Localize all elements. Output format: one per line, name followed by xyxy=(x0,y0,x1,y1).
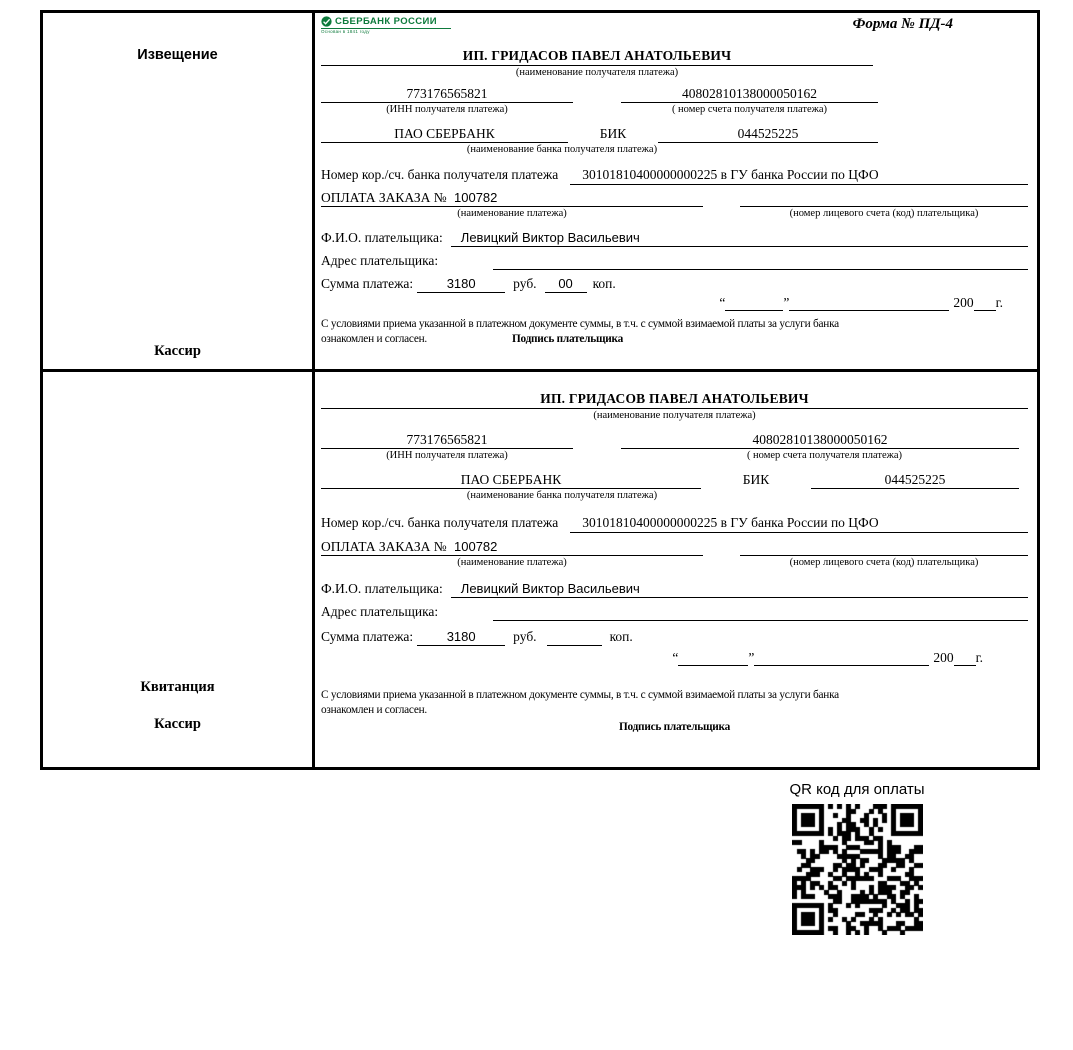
date-line xyxy=(321,295,1003,311)
bank-name-caption: (наименование банка получателя платежа) xyxy=(466,144,658,155)
slip-receipt xyxy=(40,369,1040,770)
personal-account-caption-2: (номер лицевого счета (код) плательщика) xyxy=(789,557,979,568)
payer-address-line-2 xyxy=(493,603,1028,621)
payment-name-caption: (наименование платежа) xyxy=(457,208,567,219)
payer-address-label: Адрес плательщика: xyxy=(321,253,439,268)
sum-rub-value-2: 3180 xyxy=(417,628,505,646)
quote-open: “ xyxy=(719,295,726,310)
notice-label: Извещение xyxy=(137,47,218,63)
corr-account-value: 30101810400000000225 в ГУ банка России по ЦФО xyxy=(570,165,1028,185)
payer-address-line xyxy=(493,252,1028,270)
receipt-form-column xyxy=(315,372,1037,767)
slip-notice xyxy=(40,10,1040,372)
bik-value-2: 044525225 xyxy=(811,471,1019,489)
recipient-account-value-2: 40802810138000050162 xyxy=(621,431,1019,449)
year-suffix: г. xyxy=(995,295,1003,310)
bik-label-2: БИК xyxy=(742,472,770,487)
corr-account-label: Номер кор./сч. банка получателя платежа xyxy=(321,167,559,182)
agreement-text: С условиями приема указанной в платежном документе суммы, в т.ч. с суммой взимаемой платы за услуги банка ознакомлен и согласен. Подпись плательщика xyxy=(321,318,839,345)
rub-label: руб. xyxy=(513,276,537,291)
agreement-text-2: С условиями приема указанной в платежном документе суммы, в т.ч. с суммой взимаемой платы за услуги банка ознакомлен и согласен. Подпись плательщика xyxy=(321,688,1028,735)
form-number-label: Форма № ПД-4 xyxy=(852,16,953,32)
recipient-name-2: ИП. ГРИДАСОВ ПАВЕЛ АНАТОЛЬЕВИЧ xyxy=(321,389,1028,409)
recipient-name-caption: (наименование получателя платежа) xyxy=(515,67,679,78)
signature-label-2: Подпись плательщика xyxy=(618,721,730,733)
payment-name-label: ОПЛАТА ЗАКАЗА № xyxy=(321,190,447,205)
notice-stub-column xyxy=(43,13,315,369)
bank-name-value: ПАО СБЕРБАНК xyxy=(321,125,568,143)
year-suffix-2: г. xyxy=(975,650,983,665)
notice-form-column xyxy=(315,13,1037,369)
cashier-label-2: Кассир xyxy=(154,716,201,732)
quote-close-2: ” xyxy=(748,650,755,665)
sum-label-2: Сумма платежа: xyxy=(321,629,414,644)
inn-caption-2: (ИНН получателя платежа) xyxy=(386,450,508,461)
date-line-2 xyxy=(321,650,983,666)
sum-label: Сумма платежа: xyxy=(321,276,414,291)
kop-label: коп. xyxy=(592,276,616,291)
qr-label: QR код для оплаты xyxy=(789,781,925,798)
quote-close: ” xyxy=(783,295,790,310)
order-number-value-2: 100782 xyxy=(454,539,498,554)
recipient-name: ИП. ГРИДАСОВ ПАВЕЛ АНАТОЛЬЕВИЧ xyxy=(321,46,873,66)
recipient-inn-value-2: 773176565821 xyxy=(321,431,573,449)
sum-kop-value: 00 xyxy=(545,275,587,293)
recipient-name-caption-2: (наименование получателя платежа) xyxy=(593,410,756,421)
quote-open-2: “ xyxy=(672,650,679,665)
personal-account-line-2 xyxy=(740,538,1028,556)
inn-caption: (ИНН получателя платежа) xyxy=(386,104,508,115)
rub-label-2: руб. xyxy=(513,629,537,644)
qr-section xyxy=(777,781,937,935)
year-prefix: 200 xyxy=(953,295,974,310)
order-number-value: 100782 xyxy=(454,190,498,205)
sum-kop-value-2 xyxy=(547,628,602,646)
payer-address-label-2: Адрес плательщика: xyxy=(321,604,439,619)
sberbank-logo-subtext: Основан в 1841 году xyxy=(321,29,370,34)
sberbank-logo xyxy=(321,16,451,34)
corr-account-label-2: Номер кор./сч. банка получателя платежа xyxy=(321,515,559,530)
year-prefix-2: 200 xyxy=(933,650,954,665)
payment-name-caption-2: (наименование платежа) xyxy=(457,557,567,568)
receipt-label: Квитанция xyxy=(140,679,215,695)
bik-label: БИК xyxy=(599,126,627,141)
sberbank-logo-text: СБЕРБАНК РОССИИ xyxy=(335,16,437,27)
account-caption-2: ( номер счета получателя платежа) xyxy=(746,450,903,461)
payment-name-line-2 xyxy=(321,538,703,556)
payer-fio-value: Левицкий Виктор Васильевич xyxy=(451,229,1028,247)
corr-account-value-2: 30101810400000000225 в ГУ банка России по ЦФО xyxy=(570,513,1028,533)
bik-value: 044525225 xyxy=(658,125,878,143)
recipient-inn-value: 773176565821 xyxy=(321,85,573,103)
bank-name-value-2: ПАО СБЕРБАНК xyxy=(321,471,701,489)
receipt-stub-column xyxy=(43,372,315,767)
personal-account-line xyxy=(740,189,1028,207)
payer-fio-label-2: Ф.И.О. плательщика: xyxy=(321,581,443,596)
account-caption: ( номер счета получателя платежа) xyxy=(671,104,828,115)
sberbank-coin-icon xyxy=(321,16,332,27)
payment-name-label-2: ОПЛАТА ЗАКАЗА № xyxy=(321,539,447,554)
payer-fio-label: Ф.И.О. плательщика: xyxy=(321,230,443,245)
personal-account-caption: (номер лицевого счета (код) плательщика) xyxy=(789,208,979,219)
qr-code xyxy=(792,804,923,935)
payment-name-line xyxy=(321,189,703,207)
kop-label-2: коп. xyxy=(609,629,633,644)
payer-fio-value-2: Левицкий Виктор Васильевич xyxy=(451,580,1028,598)
signature-label: Подпись плательщика xyxy=(511,333,623,345)
bank-name-caption-2: (наименование банка получателя платежа) xyxy=(466,490,658,501)
sum-rub-value: 3180 xyxy=(417,275,505,293)
cashier-label: Кассир xyxy=(154,343,201,359)
recipient-account-value: 40802810138000050162 xyxy=(621,85,878,103)
